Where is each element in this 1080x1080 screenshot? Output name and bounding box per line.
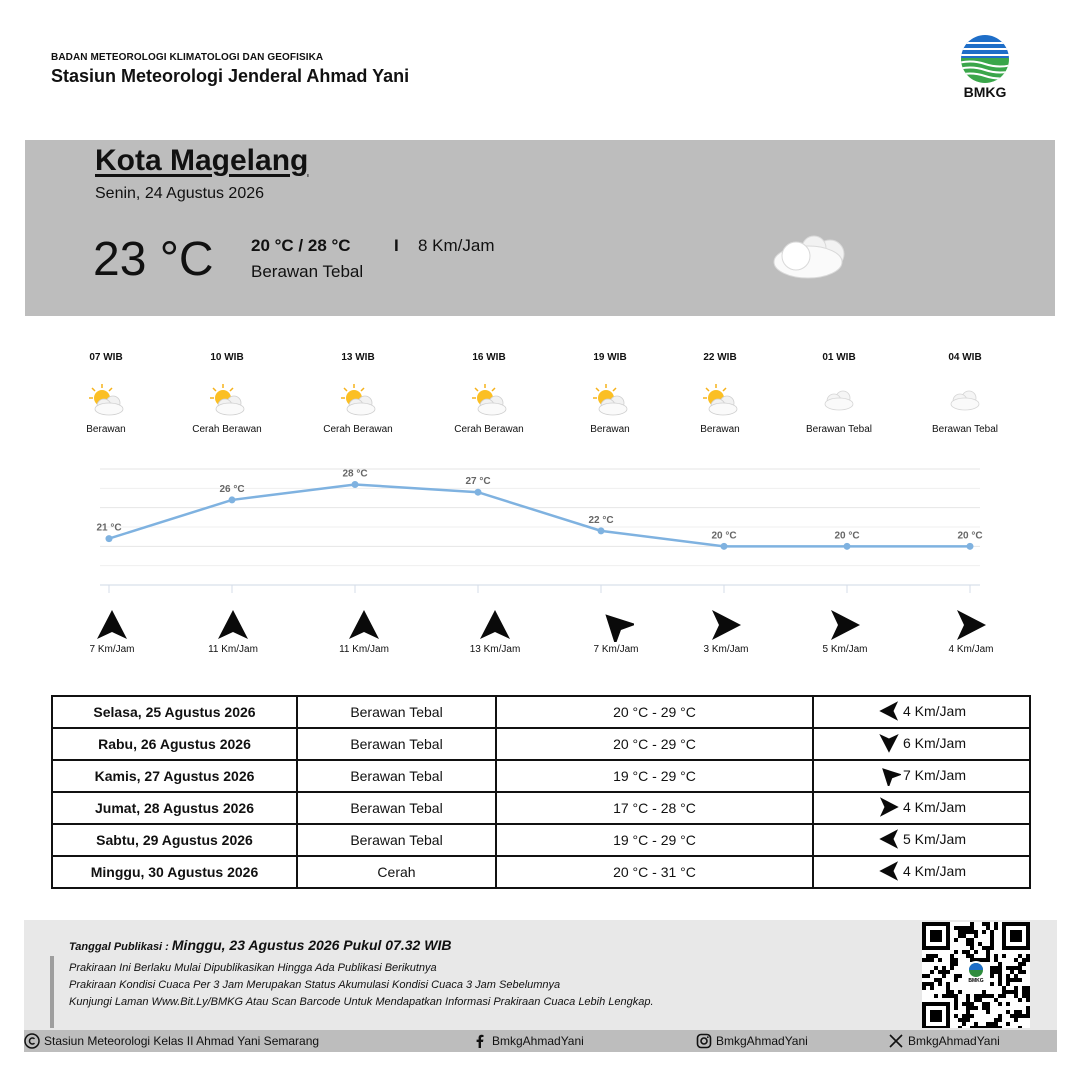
footer-note-3: Kunjungi Laman Www.Bit.Ly/BMKG Atau Scan Barcode Untuk Mendapatkan Informasi Prakiraan Cuaca Lebih Lengkap.	[69, 996, 654, 1008]
x-handle: BmkgAhmadYani	[908, 1034, 1000, 1048]
current-date: Senin, 24 Agustus 2026	[95, 185, 265, 202]
agency-name: BADAN METEOROLOGI KLIMATOLOGI DAN GEOFISIKA	[51, 52, 324, 63]
daily-wind-speed: 5 Km/Jam	[902, 830, 966, 847]
wind-direction-icon	[877, 732, 901, 754]
daily-date: Selasa, 25 Agustus 2026	[52, 696, 297, 728]
hour-time: 13 WIB	[341, 352, 375, 363]
daily-wind	[813, 696, 1030, 728]
wind-direction-icon	[708, 608, 744, 642]
daily-temperature: 20 °C - 29 °C	[496, 696, 813, 728]
hour-time: 16 WIB	[472, 352, 506, 363]
daily-condition: Cerah	[297, 856, 496, 888]
publication-value: Minggu, 23 Agustus 2026 Pukul 07.32 WIB	[171, 937, 452, 953]
cloud-icon	[945, 382, 985, 418]
x-icon	[888, 1033, 904, 1049]
hour-wind-speed: 7 Km/Jam	[89, 644, 135, 655]
daily-date: Jumat, 28 Agustus 2026	[52, 792, 297, 824]
wind-direction-icon	[477, 608, 513, 642]
footer-note-2: Prakiraan Kondisi Cuaca Per 3 Jam Merupakan Status Akumulasi Kondisi Cuaca 3 Jam Sebelumnya	[69, 979, 561, 991]
hourly-item	[784, 352, 894, 435]
hour-wind-speed: 3 Km/Jam	[703, 644, 749, 655]
hour-condition: Cerah Berawan	[192, 424, 262, 435]
footer-panel	[24, 920, 1057, 1030]
daily-forecast-table	[51, 695, 1031, 889]
daily-wind-speed: 4 Km/Jam	[902, 798, 966, 815]
current-condition: Berawan Tebal	[251, 262, 364, 281]
wind-direction-icon	[346, 608, 382, 642]
publication-date	[69, 937, 451, 955]
hourly-item	[665, 352, 775, 435]
wind-direction-icon	[215, 608, 251, 642]
publication-label: Tanggal Publikasi :	[69, 941, 172, 953]
bmkg-logo	[955, 34, 1015, 102]
wind-direction-icon	[877, 764, 901, 786]
qr-logo-text: BMKG	[968, 978, 984, 984]
instagram-icon	[696, 1033, 712, 1049]
hourly-item	[51, 352, 161, 435]
logo-text: BMKG	[963, 84, 1007, 100]
hour-condition: Cerah Berawan	[454, 424, 524, 435]
daily-temperature: 20 °C - 31 °C	[496, 856, 813, 888]
daily-wind-speed: 6 Km/Jam	[902, 734, 966, 751]
daily-wind	[813, 760, 1030, 792]
temperature-label: 20 °C	[834, 530, 860, 542]
temperature-label: 28 °C	[342, 468, 368, 480]
temperature-point	[352, 481, 359, 488]
table-row	[52, 760, 1030, 792]
hourly-item	[172, 352, 282, 435]
temperature-point	[598, 527, 605, 534]
hourly-wind	[57, 608, 167, 655]
daily-wind	[813, 728, 1030, 760]
daily-wind-speed: 7 Km/Jam	[902, 766, 966, 783]
temperature-point	[475, 489, 482, 496]
daily-date: Kamis, 27 Agustus 2026	[52, 760, 297, 792]
temperature-point	[229, 496, 236, 503]
daily-condition: Berawan Tebal	[297, 824, 496, 856]
wind-direction-icon	[94, 608, 130, 642]
sun-cloud-icon	[700, 382, 740, 418]
hourly-wind	[440, 608, 550, 655]
current-weather-panel	[25, 140, 1055, 316]
sun-cloud-icon	[469, 382, 509, 418]
social-bar	[24, 1030, 1057, 1052]
temperature-point	[844, 543, 851, 550]
sun-cloud-icon	[338, 382, 378, 418]
daily-temperature: 19 °C - 29 °C	[496, 760, 813, 792]
daily-date: Sabtu, 29 Agustus 2026	[52, 824, 297, 856]
hour-wind-speed: 11 Km/Jam	[339, 644, 389, 655]
daily-condition: Berawan Tebal	[297, 792, 496, 824]
facebook-handle: BmkgAhmadYani	[492, 1034, 584, 1048]
cloud-icon	[770, 234, 852, 284]
hourly-item	[303, 352, 413, 435]
hour-time: 04 WIB	[948, 352, 982, 363]
temperature-label: 20 °C	[957, 530, 983, 542]
wind-direction-icon	[877, 860, 901, 882]
hour-wind-speed: 7 Km/Jam	[593, 644, 639, 655]
temperature-label: 22 °C	[588, 514, 614, 526]
city-name: Kota Magelang	[95, 144, 309, 177]
temperature-point	[721, 543, 728, 550]
temperature-label: 21 °C	[96, 522, 122, 534]
daily-condition: Berawan Tebal	[297, 696, 496, 728]
footer-divider	[50, 956, 54, 1028]
sun-cloud-icon	[590, 382, 630, 418]
hour-time: 07 WIB	[89, 352, 123, 363]
hour-condition: Berawan Tebal	[806, 424, 872, 435]
hour-time: 19 WIB	[593, 352, 627, 363]
daily-date: Rabu, 26 Agustus 2026	[52, 728, 297, 760]
qr-code[interactable]	[922, 922, 1030, 1028]
separator: I	[394, 236, 399, 255]
temperature-chart	[60, 455, 1020, 595]
instagram-handle: BmkgAhmadYani	[716, 1034, 808, 1048]
table-row	[52, 856, 1030, 888]
wind-direction-icon	[877, 828, 901, 850]
wind-direction-icon	[877, 796, 901, 818]
hour-wind-speed: 11 Km/Jam	[208, 644, 258, 655]
daily-temperature: 20 °C - 29 °C	[496, 728, 813, 760]
hourly-wind	[309, 608, 419, 655]
hourly-wind	[671, 608, 781, 655]
hour-condition: Berawan	[590, 424, 630, 435]
temperature-point	[967, 543, 974, 550]
daily-wind	[813, 792, 1030, 824]
daily-wind-speed: 4 Km/Jam	[902, 702, 966, 719]
cloud-icon	[819, 382, 859, 418]
temperature-label: 20 °C	[711, 530, 737, 542]
hourly-wind	[790, 608, 900, 655]
wind-direction-icon	[827, 608, 863, 642]
wind-direction-icon	[953, 608, 989, 642]
hour-time: 10 WIB	[210, 352, 244, 363]
hour-time: 22 WIB	[703, 352, 737, 363]
hourly-wind	[178, 608, 288, 655]
copyright-text: Stasiun Meteorologi Kelas II Ahmad Yani Semarang	[44, 1034, 320, 1048]
hour-wind-speed: 5 Km/Jam	[822, 644, 868, 655]
daily-temperature: 19 °C - 29 °C	[496, 824, 813, 856]
station-name: Stasiun Meteorologi Jenderal Ahmad Yani	[51, 66, 410, 86]
hour-wind-speed: 4 Km/Jam	[948, 644, 994, 655]
temperature-label: 27 °C	[465, 476, 491, 488]
hour-time: 01 WIB	[822, 352, 856, 363]
table-row	[52, 728, 1030, 760]
daily-wind	[813, 856, 1030, 888]
footer-note-1: Prakiraan Ini Berlaku Mulai Dipublikasikan Hingga Ada Publikasi Berikutnya	[69, 962, 437, 974]
table-row	[52, 824, 1030, 856]
table-row	[52, 696, 1030, 728]
temperature-range: 20 °C / 28 °C	[251, 236, 351, 255]
instagram-link[interactable]	[696, 1033, 808, 1049]
current-temperature: 23 °C	[93, 233, 214, 286]
sun-cloud-icon	[207, 382, 247, 418]
daily-condition: Berawan Tebal	[297, 760, 496, 792]
hourly-item	[555, 352, 665, 435]
copyright	[24, 1033, 319, 1049]
hour-condition: Berawan	[86, 424, 126, 435]
bmkg-logo-icon	[955, 34, 1015, 84]
daily-wind	[813, 824, 1030, 856]
sun-cloud-icon	[86, 382, 126, 418]
x-link[interactable]	[888, 1033, 1000, 1049]
daily-condition: Berawan Tebal	[297, 728, 496, 760]
daily-temperature: 17 °C - 28 °C	[496, 792, 813, 824]
temperature-label: 26 °C	[219, 483, 245, 495]
hour-condition: Berawan Tebal	[932, 424, 998, 435]
copyright-icon	[24, 1033, 40, 1049]
hour-condition: Cerah Berawan	[323, 424, 393, 435]
hourly-item	[910, 352, 1020, 435]
daily-date: Minggu, 30 Agustus 2026	[52, 856, 297, 888]
daily-wind-speed: 4 Km/Jam	[902, 862, 966, 879]
wind-direction-icon	[598, 608, 634, 642]
current-wind: 8 Km/Jam	[418, 236, 495, 255]
wind-direction-icon	[877, 700, 901, 722]
facebook-icon	[472, 1033, 488, 1049]
facebook-link[interactable]	[472, 1033, 584, 1049]
hour-wind-speed: 13 Km/Jam	[469, 644, 521, 655]
hourly-wind	[916, 608, 1026, 655]
hourly-item	[434, 352, 544, 435]
table-row	[52, 792, 1030, 824]
hour-condition: Berawan	[700, 424, 740, 435]
temperature-point	[106, 535, 113, 542]
hourly-wind	[561, 608, 671, 655]
